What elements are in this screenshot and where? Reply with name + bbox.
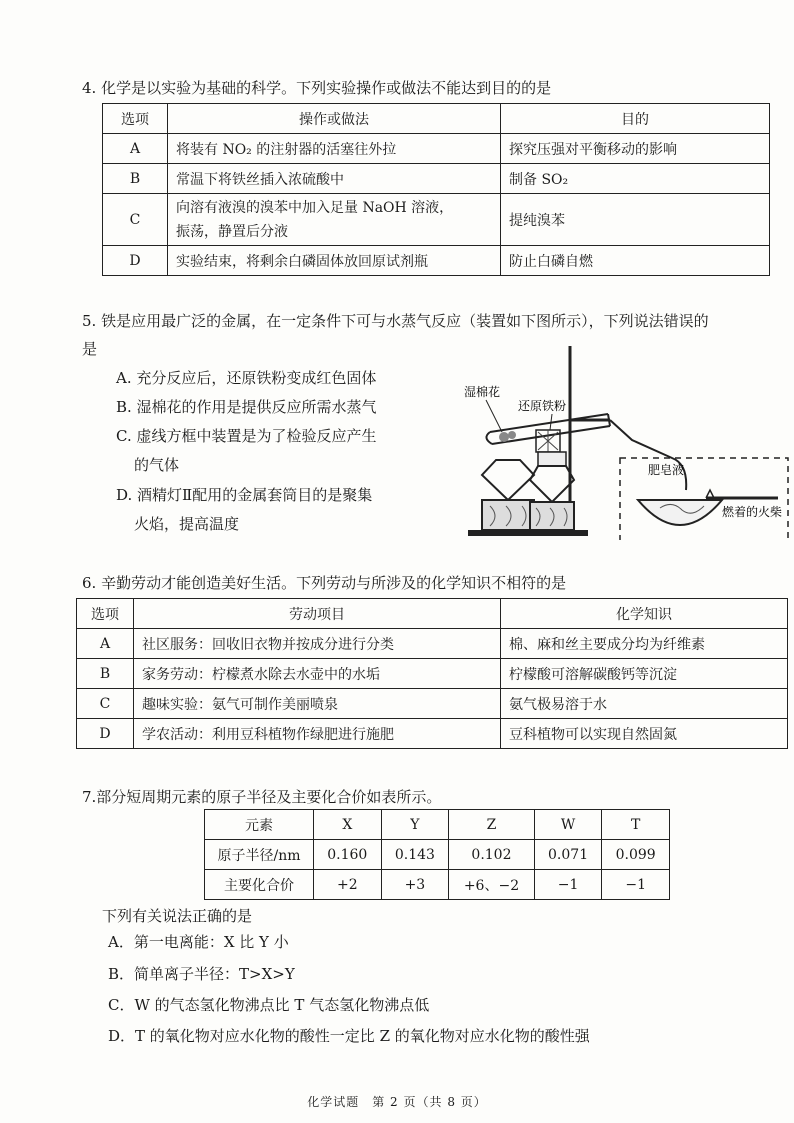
q6-stem: 6. 辛勤劳动才能创造美好生活。下列劳动与所涉及的化学知识不相符的是 — [82, 574, 567, 592]
label-iron-powder: 还原铁粉 — [518, 399, 567, 413]
q7-radius-t: 0.099 — [602, 840, 670, 870]
q4-op-a: 将装有 NO₂ 的注射器的活塞往外拉 — [168, 134, 501, 164]
q4-op-b: 常温下将铁丝插入浓硫酸中 — [168, 164, 501, 194]
q6-option-d: D — [77, 719, 134, 749]
table-row — [103, 246, 770, 276]
q4-option-d: D — [103, 246, 168, 276]
q7-element-y: Y — [381, 810, 449, 840]
table-row — [205, 870, 670, 900]
q7-valence-y: +3 — [381, 870, 449, 900]
delivery-tube — [610, 420, 686, 490]
q4-option-b: B — [103, 164, 168, 194]
q7-element-x: X — [314, 810, 382, 840]
q4-op-c-line2: 振荡，静置后分液 — [176, 223, 288, 240]
q7-option-b: B．简单离子半径：T>X>Y — [108, 965, 295, 983]
q7-radius-x: 0.160 — [314, 840, 382, 870]
table-row — [103, 134, 770, 164]
q7-element-table — [204, 809, 670, 900]
q4-goal-b: 制备 SO₂ — [501, 164, 770, 194]
q6-option-a: A — [77, 629, 134, 659]
alcohol-lamp-1 — [482, 460, 534, 530]
q5-option-c-line1: C. 虚线方框中装置是为了检验反应产生 — [116, 427, 377, 445]
q5-stem-line2: 是 — [82, 340, 98, 358]
table-header-row — [77, 599, 788, 629]
q7-radius-w: 0.071 — [534, 840, 602, 870]
table-row — [205, 840, 670, 870]
q5-stem-line1: 5. 铁是应用最广泛的金属，在一定条件下可与水蒸气反应（装置如下图所示），下列说法错误的 — [82, 312, 709, 330]
alcohol-lamp-2 — [530, 452, 574, 530]
q7-radius-y: 0.143 — [381, 840, 449, 870]
q6-option-c: C — [77, 689, 134, 719]
table-row — [103, 164, 770, 194]
q7-valence-w: −1 — [534, 870, 602, 900]
label-soap-solution: 肥皂液 — [648, 463, 685, 477]
table-row — [77, 719, 788, 749]
q6-labor-b: 家务劳动：柠檬煮水除去水壶中的水垢 — [134, 659, 501, 689]
label-wet-cotton: 湿棉花 — [464, 385, 501, 399]
page-footer: 化学试题 第 2 页（共 8 页） — [307, 1095, 487, 1109]
q6-option-b: B — [77, 659, 134, 689]
q5-option-d-line2: 火焰，提高温度 — [134, 515, 240, 533]
q4-header-option: 选项 — [103, 104, 168, 134]
q7-element-z: Z — [449, 810, 535, 840]
q4-goal-d: 防止白磷自燃 — [501, 246, 770, 276]
q6-labor-d: 学农活动：利用豆科植物作绿肥进行施肥 — [134, 719, 501, 749]
q4-goal-a: 探究压强对平衡移动的影响 — [501, 134, 770, 164]
q4-option-c: C — [103, 194, 168, 246]
q5-option-d-line1: D. 酒精灯Ⅱ配用的金属套筒目的是聚集 — [116, 486, 373, 504]
table-row — [77, 689, 788, 719]
q6-know-b: 柠檬酸可溶解碳酸钙等沉淀 — [501, 659, 788, 689]
q5-option-c-line2: 的气体 — [134, 456, 180, 474]
q7-valence-x: +2 — [314, 870, 382, 900]
q7-stem: 7.部分短周期元素的原子半径及主要化合价如表所示。 — [82, 788, 442, 806]
q7-label-valence: 主要化合价 — [205, 870, 314, 900]
table-header-row — [103, 104, 770, 134]
q6-header-option: 选项 — [77, 599, 134, 629]
q7-option-a: A．第一电离能：X 比 Y 小 — [108, 933, 289, 951]
table-row — [77, 659, 788, 689]
q4-option-a: A — [103, 134, 168, 164]
iron-steam-apparatus-figure — [460, 340, 790, 540]
q7-option-d: D．T 的氧化物对应水化物的酸性一定比 Z 的氧化物对应水化物的酸性强 — [108, 1027, 590, 1045]
table-row — [205, 810, 670, 840]
q7-lead: 下列有关说法正确的是 — [102, 907, 253, 925]
q4-header-operation: 操作或做法 — [168, 104, 501, 134]
soap-dish — [638, 500, 722, 525]
q4-op-c-line1: 向溶有液溴的溴苯中加入足量 NaOH 溶液， — [176, 199, 454, 216]
q6-header-knowledge: 化学知识 — [501, 599, 788, 629]
q6-header-labor: 劳动项目 — [134, 599, 501, 629]
table-row — [103, 194, 770, 246]
q6-know-c: 氨气极易溶于水 — [501, 689, 788, 719]
q7-label-element: 元素 — [205, 810, 314, 840]
q7-element-t: T — [602, 810, 670, 840]
q7-valence-z: +6、−2 — [449, 870, 535, 900]
q6-know-d: 豆科植物可以实现自然固氮 — [501, 719, 788, 749]
q7-radius-z: 0.102 — [449, 840, 535, 870]
q7-valence-t: −1 — [602, 870, 670, 900]
q4-op-c — [168, 194, 501, 246]
q4-stem: 4. 化学是以实验为基础的科学。下列实验操作或做法不能达到目的的是 — [82, 79, 552, 97]
q7-element-w: W — [534, 810, 602, 840]
q4-goal-c: 提纯溴苯 — [501, 194, 770, 246]
q7-label-radius: 原子半径/nm — [205, 840, 314, 870]
label-burning-match: 燃着的火柴 — [722, 505, 783, 519]
q6-know-a: 棉、麻和丝主要成分均为纤维素 — [501, 629, 788, 659]
q6-labor-a: 社区服务：回收旧衣物并按成分进行分类 — [134, 629, 501, 659]
q6-labor-c: 趣味实验：氨气可制作美丽喷泉 — [134, 689, 501, 719]
q4-op-d: 实验结束，将剩余白磷固体放回原试剂瓶 — [168, 246, 501, 276]
q5-option-a: A. 充分反应后，还原铁粉变成红色固体 — [116, 369, 377, 387]
q4-header-purpose: 目的 — [501, 104, 770, 134]
q6-table — [76, 598, 788, 749]
q4-table — [102, 103, 770, 276]
q7-option-c: C．W 的气态氢化物沸点比 T 气态氢化物沸点低 — [108, 996, 430, 1014]
table-row — [77, 629, 788, 659]
q5-option-b: B. 湿棉花的作用是提供反应所需水蒸气 — [116, 398, 377, 416]
